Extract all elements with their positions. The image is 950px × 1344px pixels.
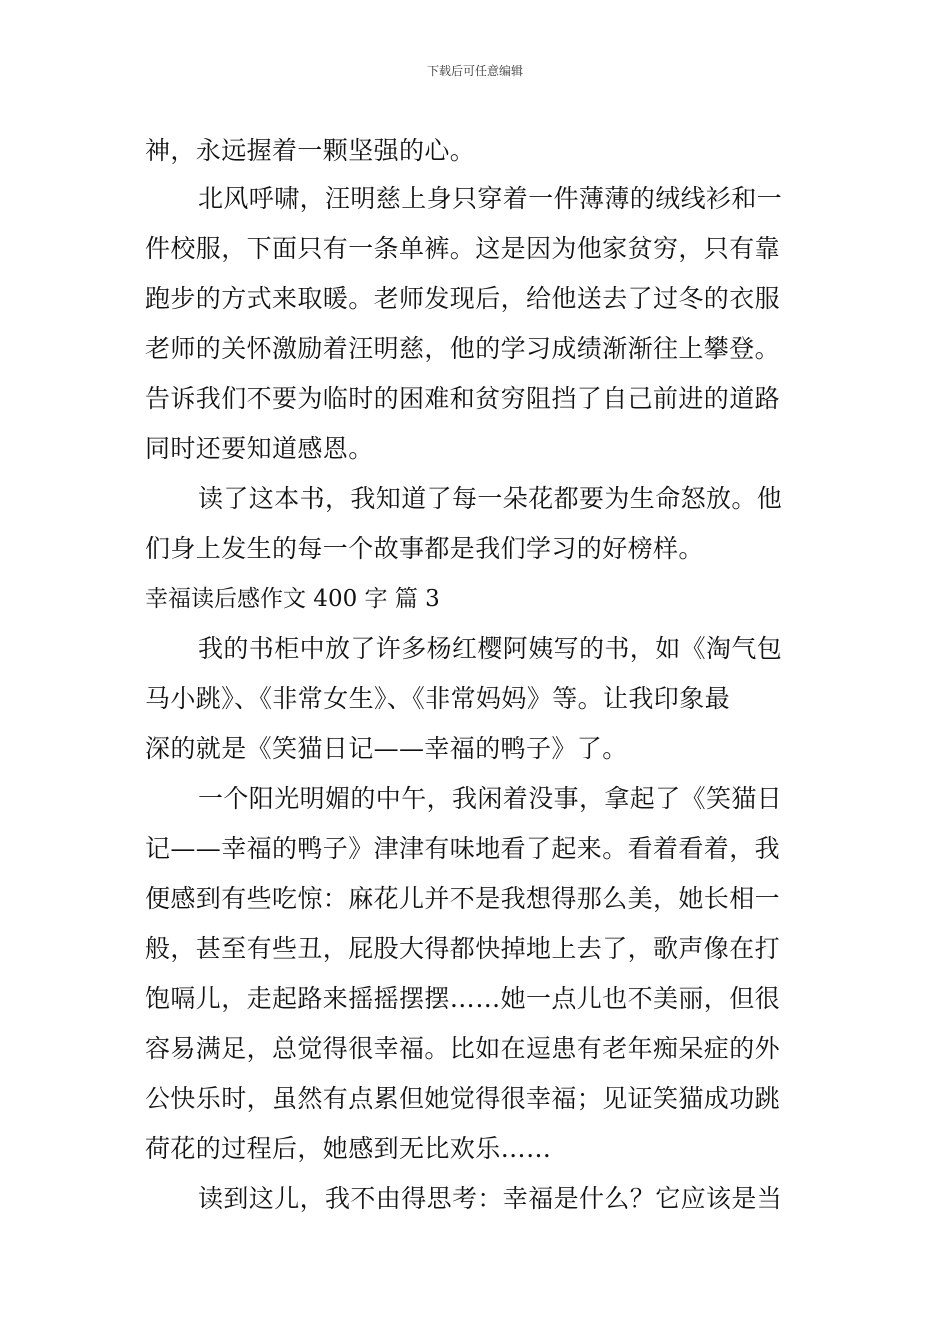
text-line: 记——幸福的鸭子》津津有味地看了起来。看着看着，我 (145, 834, 781, 863)
text-line: 便感到有些吃惊：麻花儿并不是我想得那么美，她长相一 (145, 884, 781, 913)
text-line: 饱嗝儿，走起路来摇摇摆摆……她一点儿也不美丽，但很 (145, 984, 781, 1013)
paragraph-first-line: 一个阳光明媚的中午，我闲着没事，拿起了《笑猫日 (198, 784, 783, 813)
text-line: 般，甚至有些丑，屁股大得都快掉地上去了，歌声像在打 (145, 934, 781, 963)
text-line: 深的就是《笑猫日记——幸福的鸭子》了。 (145, 734, 628, 763)
text-line: 神，永远握着一颗坚强的心。 (145, 136, 476, 165)
text-line: 容易满足，总觉得很幸福。比如在逗患有老年痴呆症的外 (145, 1034, 781, 1063)
text-line: 马小跳》、《非常女生》、《非常妈妈》等。让我印象最 (145, 684, 731, 713)
section-heading: 幸福读后感作文 400 字 篇 3 (145, 586, 440, 612)
text-line: 荷花的过程后，她感到无比欢乐…… (145, 1134, 552, 1163)
text-line: 件校服，下面只有一条单裤。这是因为他家贫穷，只有靠 (145, 234, 781, 263)
text-line: 告诉我们不要为临时的困难和贫穷阻挡了自己前进的道路 (145, 384, 781, 413)
text-line: 跑步的方式来取暖。老师发现后，给他送去了过冬的衣服 (145, 284, 781, 313)
paragraph-first-line: 读了这本书，我知道了每一朵花都要为生命怒放。他 (198, 484, 783, 513)
text-line: 公快乐时，虽然有点累但她觉得很幸福；见证笑猫成功跳 (145, 1084, 781, 1113)
text-line: 们身上发生的每一个故事都是我们学习的好榜样。 (145, 534, 704, 563)
paragraph-first-line: 我的书柜中放了许多杨红樱阿姨写的书，如《淘气包 (198, 634, 783, 663)
text-line: 老师的关怀激励着汪明慈，他的学习成绩渐渐往上攀登。 (145, 334, 781, 363)
text-line: 同时还要知道感恩。 (145, 434, 374, 463)
paragraph-first-line: 北风呼啸，汪明慈上身只穿着一件薄薄的绒线衫和一 (198, 184, 783, 213)
page-header: 下载后可任意编辑 (426, 64, 523, 78)
paragraph-first-line: 读到这儿，我不由得思考：幸福是什么？它应该是当 (198, 1184, 783, 1213)
